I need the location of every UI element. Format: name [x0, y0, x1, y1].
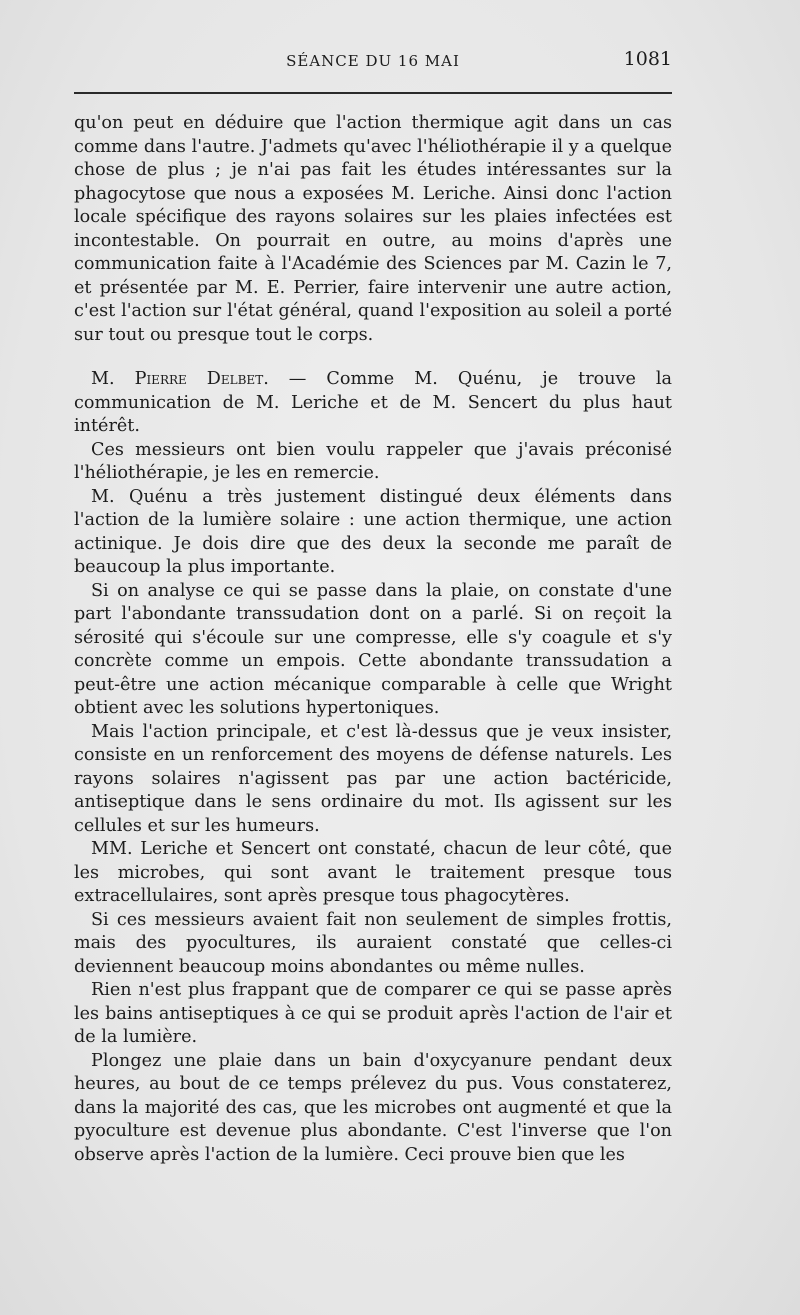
paragraph-9: Rien n'est plus frappant que de comparer ce qui se passe après les bains antiseptiques à ce qui se produit après l'action de l'air et de la lumière.	[74, 980, 672, 1047]
speaker-name: M. Pierre Delbet.	[91, 369, 269, 389]
page-number: 1081	[623, 48, 672, 70]
paragraph-5: Si on analyse ce qui se passe dans la plaie, on constate d'une part l'abondante transsudation dont on a parlé. Si on reçoit la sérosité qui s'écoule sur une compresse, elle s'y coagule et s'y concrète comme un empois. Cette abondante transsudation a peut-être une action mécanique comparable à celle que Wright obtient avec les solutions hypertoniques.	[74, 580, 672, 718]
paragraph-10: Plongez une plaie dans un bain d'oxycyanure pendant deux heures, au bout de ce temps prélevez du pus. Vous constaterez, dans la majorité des cas, que les microbes ont augmenté et que la pyoculture est devenue plus abondante. C'est l'inverse que l'on observe après l'action de la lumière. Ceci prouve bien que les	[74, 1050, 672, 1165]
header-rule	[74, 92, 672, 94]
paragraph-6: Mais l'action principale, et c'est là-dessus que je veux insister, consiste en un renforcement des moyens de défense naturels. Les rayons solaires n'agissent pas par une action bactéricide, antiseptique dans le sens ordinaire du mot. Ils agissent sur les cellules et sur les humeurs.	[74, 721, 672, 836]
paragraph-4: M. Quénu a très justement distingué deux éléments dans l'action de la lumière solaire : une action thermique, une action actinique. Je dois dire que des deux la seconde me paraît de beaucoup la plus importante.	[74, 486, 672, 577]
paragraph-7: MM. Leriche et Sencert ont constaté, chacun de leur côté, que les microbes, qui sont avant le traitement presque tous extracellulaires, sont après presque tous phagocytères.	[74, 839, 672, 906]
paragraph-2-text: — Comme M. Quénu, je trouve la communication de M. Leriche et de M. Sencert du plus haut intérêt.	[74, 369, 672, 436]
paragraph-8: Si ces messieurs avaient fait non seulement de simples frottis, mais des pyocultures, ils auraient constaté que celles-ci deviennent beaucoup moins abondantes ou même nulles.	[74, 909, 672, 977]
paragraph-1: qu'on peut en déduire que l'action thermique agit dans un cas comme dans l'autre. J'admets qu'avec l'héliothérapie il y a quelque chose de plus ; je n'ai pas fait les études intéressantes sur la phagocytose que nous a exposées M. Leriche. Ainsi donc l'action locale spécifique des rayons solaires sur les plaies infectées est incontestable. On pourrait en outre, au moins d'après une communication faite à l'Académie des Sciences par M. Cazin le 7, et présentée par M. E. Perrier, faire intervenir une autre action, c'est l'action sur l'état général, quand l'exposition au soleil a porté sur tout ou presque tout le corps.	[74, 113, 672, 345]
running-head	[74, 48, 672, 74]
running-title: SÉANCE DU 16 MAI	[286, 52, 460, 70]
paragraph-3: Ces messieurs ont bien voulu rappeler que j'avais préconisé l'héliothérapie, je les en remercie.	[74, 439, 672, 483]
body-text	[74, 112, 672, 1167]
paragraph-2	[74, 368, 672, 439]
